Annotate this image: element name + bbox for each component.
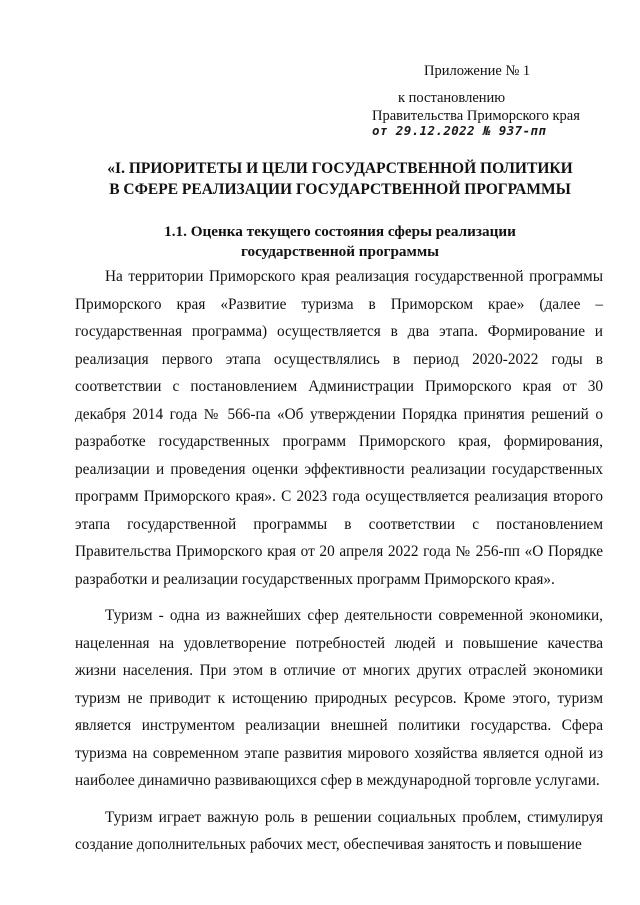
subsection-title-line: 1.1. Оценка текущего состояния сферы реализации xyxy=(164,223,516,240)
body-text xyxy=(75,263,603,859)
section-title-line: В СФЕРЕ РЕАЛИЗАЦИИ ГОСУДАРСТВЕННОЙ ПРОГРАММЫ xyxy=(109,181,571,198)
paragraph: На территории Приморского края реализация государственной программы Приморского края «Развитие туризма в Приморском крае» (далее – государственная программа) осуществляется в два этапа. Формирование и реализация первого этапа осуществлялись в период 2020-2022 годы в соответствии с постановлением Администрации Приморского края от 30 декабря 2014 года № 566-па «Об утверждении Порядка принятия решений о разработке государственных программ Приморского края, формирования, реализации и проведения оценки эффективности реализации государственных программ Приморского края». С 2023 года осуществляется реализация второго этапа государственной программы в соответствии с постановлением Правительства Приморского края от 20 апреля 2022 года № 256-пп «О Порядке разработки и реализации государственных программ Приморского края». xyxy=(75,268,603,588)
section-title-line: «I. ПРИОРИТЕТЫ И ЦЕЛИ ГОСУДАРСТВЕННОЙ ПОЛИТИКИ xyxy=(107,160,573,177)
subsection-title-line: государственной программы xyxy=(240,243,440,260)
paragraph: Туризм - одна из важнейших сфер деятельности современной экономики, нацеленная на удовлетворение потребностей людей и повышение качества жизни населения. При этом в отличие от многих других отраслей экономики туризм не приводит к истощению природных ресурсов. Кроме этого, туризм является инструментом реализации внешней политики государства. Сфера туризма на современном этапе развития мирового хозяйства является одной из наиболее динамично развивающихся сфер в международной торговле услугами. xyxy=(75,607,603,789)
paragraph: Туризм играет важную роль в решении социальных проблем, стимулируя создание дополнительных рабочих мест, обеспечивая занятость и повышение xyxy=(75,808,603,853)
annex-reference: к постановлению xyxy=(398,90,506,106)
section-title xyxy=(60,158,620,200)
annex-issuer: Правительства Приморского края xyxy=(372,108,580,124)
annex-date-number-stamp: от 29.12.2022 № 937-пп xyxy=(372,123,547,138)
subsection-title xyxy=(60,222,620,262)
annex-number: Приложение № 1 xyxy=(424,63,531,79)
